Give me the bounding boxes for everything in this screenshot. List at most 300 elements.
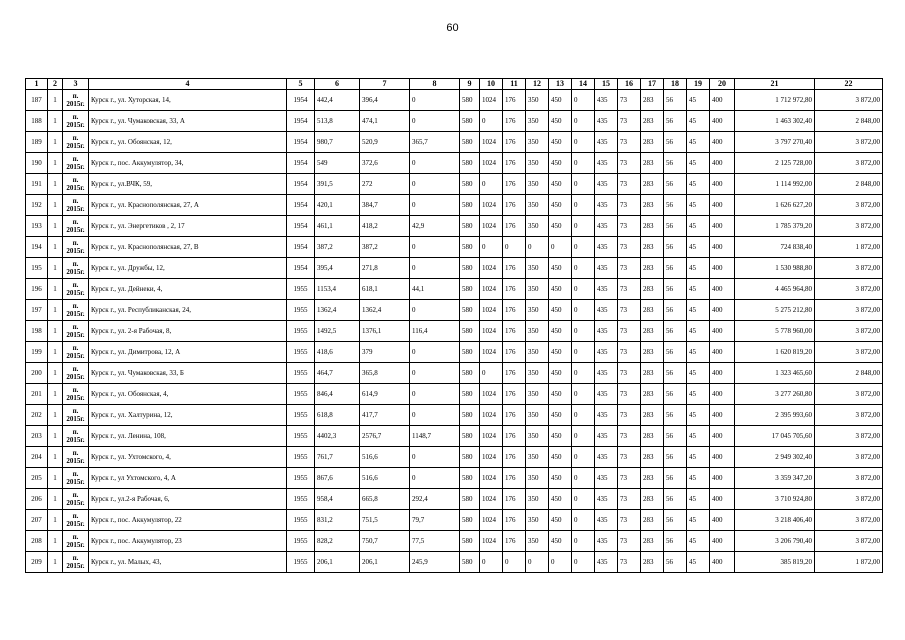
cell-col-22: 3 872,00: [815, 342, 883, 363]
cell-col-10: 1024: [480, 321, 503, 342]
column-header-7: 7: [360, 79, 410, 90]
cell-col-15: 435: [595, 90, 618, 111]
cell-col-22: 3 872,00: [815, 90, 883, 111]
cell-col-22: 3 872,00: [815, 531, 883, 552]
cell-col-19: 45: [687, 132, 710, 153]
cell-col-3: п. 2015г.: [63, 531, 89, 552]
cell-col-17: 283: [641, 552, 664, 573]
cell-col-8: 0: [410, 384, 460, 405]
table-row: [26, 258, 883, 279]
cell-col-13: 450: [549, 321, 572, 342]
cell-col-17: 283: [641, 510, 664, 531]
cell-col-9: 580: [460, 132, 480, 153]
housing-register-table: [25, 78, 883, 573]
cell-col-10: 1024: [480, 153, 503, 174]
cell-col-22: 3 872,00: [815, 132, 883, 153]
cell-col-4: Курск г., ул. Дружбы, 12,: [89, 258, 287, 279]
cell-col-15: 435: [595, 237, 618, 258]
cell-col-3: п. 2015г.: [63, 279, 89, 300]
cell-col-18: 56: [664, 279, 687, 300]
cell-col-22: 3 872,00: [815, 258, 883, 279]
cell-col-18: 56: [664, 300, 687, 321]
cell-col-11: 176: [503, 153, 526, 174]
table-row: [26, 90, 883, 111]
table-row: [26, 552, 883, 573]
table-row: [26, 426, 883, 447]
cell-col-14: 0: [572, 258, 595, 279]
cell-col-5: 1955: [287, 489, 315, 510]
cell-col-8: 0: [410, 153, 460, 174]
cell-col-19: 45: [687, 468, 710, 489]
cell-col-9: 580: [460, 279, 480, 300]
cell-col-15: 435: [595, 216, 618, 237]
cell-col-14: 0: [572, 363, 595, 384]
cell-col-11: 176: [503, 405, 526, 426]
cell-col-15: 435: [595, 552, 618, 573]
cell-col-16: 73: [618, 552, 641, 573]
cell-col-20: 400: [710, 552, 735, 573]
cell-col-10: 1024: [480, 216, 503, 237]
cell-col-16: 73: [618, 90, 641, 111]
cell-col-6: 958,4: [315, 489, 360, 510]
cell-col-7: 520,9: [360, 132, 410, 153]
cell-col-11: 0: [503, 552, 526, 573]
cell-col-6: 549: [315, 153, 360, 174]
cell-col-14: 0: [572, 342, 595, 363]
cell-col-20: 400: [710, 363, 735, 384]
cell-col-13: 450: [549, 300, 572, 321]
cell-col-3: п. 2015г.: [63, 153, 89, 174]
cell-col-11: 176: [503, 90, 526, 111]
table-row: [26, 279, 883, 300]
cell-col-2: 1: [48, 258, 63, 279]
column-header-9: 9: [460, 79, 480, 90]
cell-col-13: 450: [549, 111, 572, 132]
cell-col-6: 418,6: [315, 342, 360, 363]
column-header-14: 14: [572, 79, 595, 90]
cell-col-13: 0: [549, 552, 572, 573]
cell-col-6: 420,1: [315, 195, 360, 216]
cell-col-21: 1 530 988,80: [735, 258, 815, 279]
cell-col-15: 435: [595, 510, 618, 531]
cell-col-5: 1955: [287, 384, 315, 405]
cell-col-7: 417,7: [360, 405, 410, 426]
cell-col-17: 283: [641, 90, 664, 111]
cell-col-8: 292,4: [410, 489, 460, 510]
cell-col-19: 45: [687, 405, 710, 426]
cell-col-16: 73: [618, 279, 641, 300]
table-row: [26, 174, 883, 195]
cell-col-18: 56: [664, 447, 687, 468]
cell-col-22: 3 872,00: [815, 447, 883, 468]
cell-col-21: 3 277 260,80: [735, 384, 815, 405]
cell-col-1: 209: [26, 552, 48, 573]
cell-col-11: 176: [503, 384, 526, 405]
cell-col-8: 365,7: [410, 132, 460, 153]
cell-col-3: п. 2015г.: [63, 468, 89, 489]
cell-col-14: 0: [572, 531, 595, 552]
cell-col-22: 3 872,00: [815, 384, 883, 405]
cell-col-17: 283: [641, 321, 664, 342]
cell-col-1: 194: [26, 237, 48, 258]
cell-col-11: 176: [503, 531, 526, 552]
cell-col-19: 45: [687, 384, 710, 405]
cell-col-18: 56: [664, 258, 687, 279]
cell-col-1: 201: [26, 384, 48, 405]
cell-col-16: 73: [618, 321, 641, 342]
cell-col-1: 203: [26, 426, 48, 447]
cell-col-13: 450: [549, 90, 572, 111]
cell-col-10: 1024: [480, 300, 503, 321]
cell-col-8: 0: [410, 195, 460, 216]
cell-col-3: п. 2015г.: [63, 552, 89, 573]
cell-col-20: 400: [710, 90, 735, 111]
cell-col-10: 1024: [480, 426, 503, 447]
cell-col-3: п. 2015г.: [63, 363, 89, 384]
table-row: [26, 510, 883, 531]
cell-col-4: Курск г., ул. Обоянская, 4,: [89, 384, 287, 405]
cell-col-2: 1: [48, 174, 63, 195]
cell-col-4: Курск г., пос. Аккумулятор, 22: [89, 510, 287, 531]
cell-col-7: 751,5: [360, 510, 410, 531]
cell-col-8: 79,7: [410, 510, 460, 531]
cell-col-19: 45: [687, 363, 710, 384]
cell-col-5: 1955: [287, 531, 315, 552]
cell-col-13: 450: [549, 426, 572, 447]
cell-col-1: 204: [26, 447, 48, 468]
table-row: [26, 405, 883, 426]
column-header-10: 10: [480, 79, 503, 90]
cell-col-4: Курск г., ул. Чумаковская, 33, Б: [89, 363, 287, 384]
cell-col-14: 0: [572, 321, 595, 342]
cell-col-14: 0: [572, 216, 595, 237]
cell-col-20: 400: [710, 132, 735, 153]
cell-col-15: 435: [595, 489, 618, 510]
cell-col-13: 450: [549, 468, 572, 489]
cell-col-2: 1: [48, 132, 63, 153]
column-header-15: 15: [595, 79, 618, 90]
cell-col-17: 283: [641, 300, 664, 321]
cell-col-2: 1: [48, 489, 63, 510]
cell-col-19: 45: [687, 174, 710, 195]
cell-col-19: 45: [687, 342, 710, 363]
cell-col-17: 283: [641, 195, 664, 216]
cell-col-13: 450: [549, 174, 572, 195]
cell-col-6: 387,2: [315, 237, 360, 258]
cell-col-12: 350: [526, 468, 549, 489]
cell-col-21: 4 465 964,80: [735, 279, 815, 300]
cell-col-19: 45: [687, 552, 710, 573]
cell-col-6: 464,7: [315, 363, 360, 384]
column-header-4: 4: [89, 79, 287, 90]
cell-col-6: 1362,4: [315, 300, 360, 321]
cell-col-4: Курск г., ул.ВЧК, 59,: [89, 174, 287, 195]
cell-col-4: Курск г., ул. Халтурина, 12,: [89, 405, 287, 426]
cell-col-16: 73: [618, 447, 641, 468]
cell-col-13: 450: [549, 489, 572, 510]
cell-col-9: 580: [460, 90, 480, 111]
cell-col-16: 73: [618, 426, 641, 447]
cell-col-2: 1: [48, 111, 63, 132]
cell-col-18: 56: [664, 153, 687, 174]
cell-col-10: 0: [480, 111, 503, 132]
cell-col-4: Курск г., ул. 2-я Рабочая, 8,: [89, 321, 287, 342]
cell-col-2: 1: [48, 300, 63, 321]
cell-col-15: 435: [595, 111, 618, 132]
cell-col-5: 1954: [287, 216, 315, 237]
cell-col-9: 580: [460, 237, 480, 258]
cell-col-9: 580: [460, 405, 480, 426]
cell-col-14: 0: [572, 111, 595, 132]
column-header-2: 2: [48, 79, 63, 90]
cell-col-17: 283: [641, 426, 664, 447]
cell-col-1: 198: [26, 321, 48, 342]
cell-col-9: 580: [460, 489, 480, 510]
cell-col-21: 1 620 819,20: [735, 342, 815, 363]
cell-col-21: 724 838,40: [735, 237, 815, 258]
cell-col-16: 73: [618, 363, 641, 384]
cell-col-1: 202: [26, 405, 48, 426]
table-row: [26, 132, 883, 153]
cell-col-15: 435: [595, 426, 618, 447]
cell-col-13: 450: [549, 153, 572, 174]
cell-col-16: 73: [618, 237, 641, 258]
cell-col-11: 0: [503, 237, 526, 258]
cell-col-13: 450: [549, 510, 572, 531]
cell-col-2: 1: [48, 195, 63, 216]
cell-col-22: 3 872,00: [815, 405, 883, 426]
cell-col-7: 474,1: [360, 111, 410, 132]
cell-col-1: 195: [26, 258, 48, 279]
cell-col-18: 56: [664, 195, 687, 216]
cell-col-19: 45: [687, 300, 710, 321]
cell-col-12: 350: [526, 510, 549, 531]
cell-col-11: 176: [503, 510, 526, 531]
cell-col-9: 580: [460, 426, 480, 447]
cell-col-5: 1954: [287, 174, 315, 195]
cell-col-9: 580: [460, 300, 480, 321]
cell-col-2: 1: [48, 426, 63, 447]
cell-col-12: 350: [526, 489, 549, 510]
cell-col-3: п. 2015г.: [63, 321, 89, 342]
cell-col-5: 1955: [287, 552, 315, 573]
cell-col-13: 450: [549, 363, 572, 384]
column-header-20: 20: [710, 79, 735, 90]
cell-col-13: 450: [549, 132, 572, 153]
cell-col-5: 1955: [287, 342, 315, 363]
cell-col-16: 73: [618, 489, 641, 510]
header-row: [26, 79, 883, 90]
cell-col-12: 350: [526, 426, 549, 447]
cell-col-13: 450: [549, 342, 572, 363]
cell-col-1: 192: [26, 195, 48, 216]
cell-col-20: 400: [710, 321, 735, 342]
cell-col-17: 283: [641, 153, 664, 174]
cell-col-1: 206: [26, 489, 48, 510]
cell-col-15: 435: [595, 321, 618, 342]
cell-col-10: 1024: [480, 132, 503, 153]
cell-col-16: 73: [618, 132, 641, 153]
cell-col-3: п. 2015г.: [63, 300, 89, 321]
cell-col-7: 665,8: [360, 489, 410, 510]
cell-col-5: 1955: [287, 363, 315, 384]
cell-col-21: 1 114 992,00: [735, 174, 815, 195]
cell-col-16: 73: [618, 111, 641, 132]
cell-col-17: 283: [641, 132, 664, 153]
cell-col-21: 385 819,20: [735, 552, 815, 573]
cell-col-15: 435: [595, 468, 618, 489]
cell-col-6: 761,7: [315, 447, 360, 468]
cell-col-18: 56: [664, 174, 687, 195]
table-row: [26, 153, 883, 174]
cell-col-12: 350: [526, 531, 549, 552]
cell-col-12: 350: [526, 279, 549, 300]
cell-col-12: 350: [526, 111, 549, 132]
table-row: [26, 531, 883, 552]
cell-col-9: 580: [460, 321, 480, 342]
cell-col-14: 0: [572, 447, 595, 468]
cell-col-5: 1955: [287, 405, 315, 426]
cell-col-19: 45: [687, 258, 710, 279]
cell-col-11: 176: [503, 321, 526, 342]
cell-col-7: 1376,1: [360, 321, 410, 342]
cell-col-8: 0: [410, 90, 460, 111]
cell-col-20: 400: [710, 384, 735, 405]
cell-col-12: 350: [526, 258, 549, 279]
cell-col-9: 580: [460, 384, 480, 405]
cell-col-11: 176: [503, 489, 526, 510]
cell-col-15: 435: [595, 174, 618, 195]
cell-col-19: 45: [687, 90, 710, 111]
cell-col-8: 0: [410, 258, 460, 279]
cell-col-14: 0: [572, 426, 595, 447]
cell-col-22: 3 872,00: [815, 468, 883, 489]
cell-col-18: 56: [664, 363, 687, 384]
cell-col-18: 56: [664, 321, 687, 342]
cell-col-18: 56: [664, 237, 687, 258]
cell-col-2: 1: [48, 447, 63, 468]
cell-col-3: п. 2015г.: [63, 447, 89, 468]
cell-col-8: 0: [410, 174, 460, 195]
cell-col-21: 2 125 728,00: [735, 153, 815, 174]
cell-col-21: 5 778 960,00: [735, 321, 815, 342]
cell-col-7: 2576,7: [360, 426, 410, 447]
cell-col-20: 400: [710, 405, 735, 426]
cell-col-6: 846,4: [315, 384, 360, 405]
cell-col-10: 1024: [480, 468, 503, 489]
cell-col-13: 450: [549, 216, 572, 237]
column-header-19: 19: [687, 79, 710, 90]
cell-col-10: 0: [480, 552, 503, 573]
cell-col-14: 0: [572, 489, 595, 510]
column-header-18: 18: [664, 79, 687, 90]
cell-col-19: 45: [687, 447, 710, 468]
cell-col-6: 980,7: [315, 132, 360, 153]
cell-col-6: 461,1: [315, 216, 360, 237]
cell-col-13: 450: [549, 531, 572, 552]
cell-col-6: 391,5: [315, 174, 360, 195]
cell-col-5: 1954: [287, 195, 315, 216]
cell-col-19: 45: [687, 237, 710, 258]
cell-col-22: 3 872,00: [815, 279, 883, 300]
column-header-8: 8: [410, 79, 460, 90]
cell-col-11: 176: [503, 300, 526, 321]
cell-col-9: 580: [460, 174, 480, 195]
cell-col-4: Курск г., ул. Ухтомского, 4,: [89, 447, 287, 468]
cell-col-3: п. 2015г.: [63, 258, 89, 279]
cell-col-9: 580: [460, 258, 480, 279]
cell-col-12: 0: [526, 552, 549, 573]
cell-col-12: 350: [526, 132, 549, 153]
cell-col-21: 2 949 302,40: [735, 447, 815, 468]
cell-col-14: 0: [572, 195, 595, 216]
table-body: [26, 90, 883, 573]
cell-col-16: 73: [618, 195, 641, 216]
cell-col-6: 867,6: [315, 468, 360, 489]
cell-col-15: 435: [595, 363, 618, 384]
cell-col-18: 56: [664, 426, 687, 447]
cell-col-14: 0: [572, 90, 595, 111]
table-row: [26, 468, 883, 489]
cell-col-17: 283: [641, 405, 664, 426]
cell-col-20: 400: [710, 111, 735, 132]
cell-col-22: 3 872,00: [815, 489, 883, 510]
cell-col-21: 5 275 212,80: [735, 300, 815, 321]
cell-col-8: 42,9: [410, 216, 460, 237]
cell-col-13: 450: [549, 258, 572, 279]
cell-col-3: п. 2015г.: [63, 426, 89, 447]
cell-col-3: п. 2015г.: [63, 510, 89, 531]
cell-col-20: 400: [710, 237, 735, 258]
cell-col-12: 350: [526, 153, 549, 174]
cell-col-20: 400: [710, 195, 735, 216]
column-header-21: 21: [735, 79, 815, 90]
cell-col-5: 1955: [287, 447, 315, 468]
cell-col-12: 350: [526, 405, 549, 426]
cell-col-4: Курск г., пос. Аккумулятор, 34,: [89, 153, 287, 174]
cell-col-16: 73: [618, 300, 641, 321]
cell-col-3: п. 2015г.: [63, 174, 89, 195]
cell-col-19: 45: [687, 279, 710, 300]
cell-col-4: Курск г., ул. Энергетиков , 2, 17: [89, 216, 287, 237]
cell-col-5: 1955: [287, 321, 315, 342]
cell-col-12: 350: [526, 342, 549, 363]
cell-col-17: 283: [641, 342, 664, 363]
cell-col-18: 56: [664, 405, 687, 426]
cell-col-10: 1024: [480, 90, 503, 111]
cell-col-13: 450: [549, 384, 572, 405]
cell-col-8: 0: [410, 300, 460, 321]
cell-col-1: 207: [26, 510, 48, 531]
cell-col-21: 1 712 972,80: [735, 90, 815, 111]
cell-col-2: 1: [48, 153, 63, 174]
cell-col-12: 350: [526, 90, 549, 111]
cell-col-11: 176: [503, 342, 526, 363]
cell-col-1: 189: [26, 132, 48, 153]
cell-col-15: 435: [595, 384, 618, 405]
cell-col-1: 199: [26, 342, 48, 363]
cell-col-19: 45: [687, 321, 710, 342]
cell-col-22: 1 872,00: [815, 237, 883, 258]
column-header-16: 16: [618, 79, 641, 90]
cell-col-15: 435: [595, 405, 618, 426]
cell-col-22: 2 848,00: [815, 111, 883, 132]
cell-col-1: 205: [26, 468, 48, 489]
cell-col-10: 1024: [480, 279, 503, 300]
cell-col-4: Курск г., ул. Ленина, 108,: [89, 426, 287, 447]
cell-col-19: 45: [687, 216, 710, 237]
cell-col-3: п. 2015г.: [63, 111, 89, 132]
